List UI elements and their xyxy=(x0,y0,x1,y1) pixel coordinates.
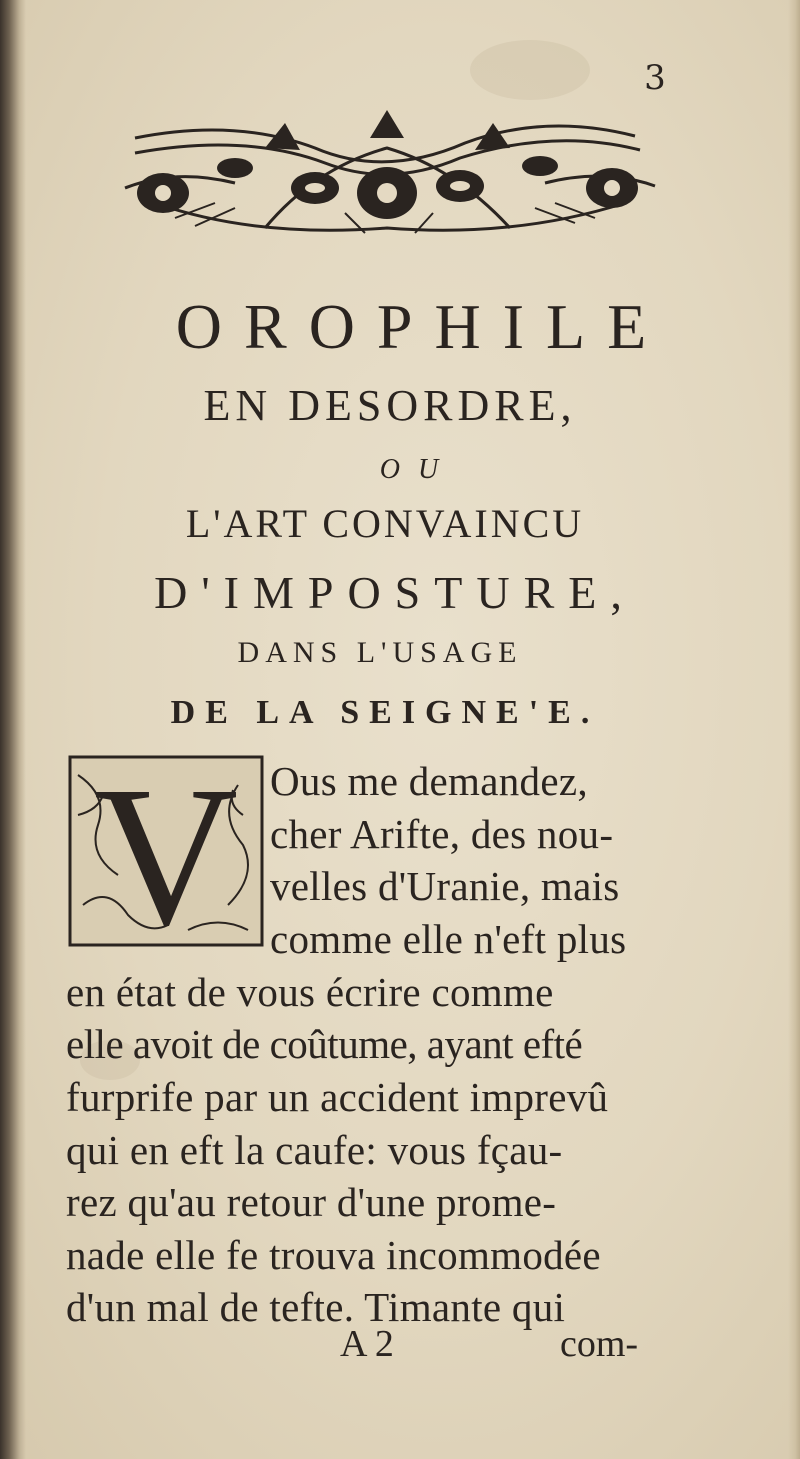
paper-stain xyxy=(470,40,590,100)
body-line-4: comme elle n'eft plus xyxy=(270,916,627,962)
page-number: 3 xyxy=(644,58,666,98)
body-line-5: en état de vous écrire comme xyxy=(66,969,554,1015)
body-line-11: d'un mal de tefte. Timante qui xyxy=(66,1284,566,1330)
body-line-6: elle avoit de coûtume, ayant efté xyxy=(66,1021,583,1067)
body-line-10: nade elle fe trouva incommodée xyxy=(66,1232,601,1278)
title-line-6: DANS L'USAGE xyxy=(237,636,523,669)
body-line-8: qui en eft la caufe: vous fçau- xyxy=(66,1127,563,1173)
title-line-2: EN DESORDRE, xyxy=(203,381,577,430)
title-line-5: D'IMPOSTURE, xyxy=(154,567,636,618)
decorated-initial-v-icon xyxy=(68,755,264,947)
body-line-7: furprife par un accident imprevû xyxy=(66,1074,609,1120)
title-line-3: OU xyxy=(379,454,457,485)
body-line-9: rez qu'au retour d'une prome- xyxy=(66,1179,557,1225)
floral-headpiece-ornament-icon xyxy=(115,108,660,248)
catchword: com- xyxy=(560,1323,639,1365)
body-line-3: velles d'Uranie, mais xyxy=(270,863,620,909)
body-line-2: cher Arifte, des nou- xyxy=(270,811,614,857)
page-gutter-shadow xyxy=(0,0,26,1459)
page-right-edge xyxy=(788,0,800,1459)
body-line-1: Ous me demandez, xyxy=(270,758,588,804)
title-line-7: DE LA SEIGNE'E. xyxy=(170,694,600,731)
title-line-1: OROPHILE xyxy=(175,291,669,362)
title-line-4: L'ART CONVAINCU xyxy=(185,501,585,546)
dropcap-letter: V xyxy=(93,755,239,947)
signature-mark: A 2 xyxy=(340,1323,394,1365)
